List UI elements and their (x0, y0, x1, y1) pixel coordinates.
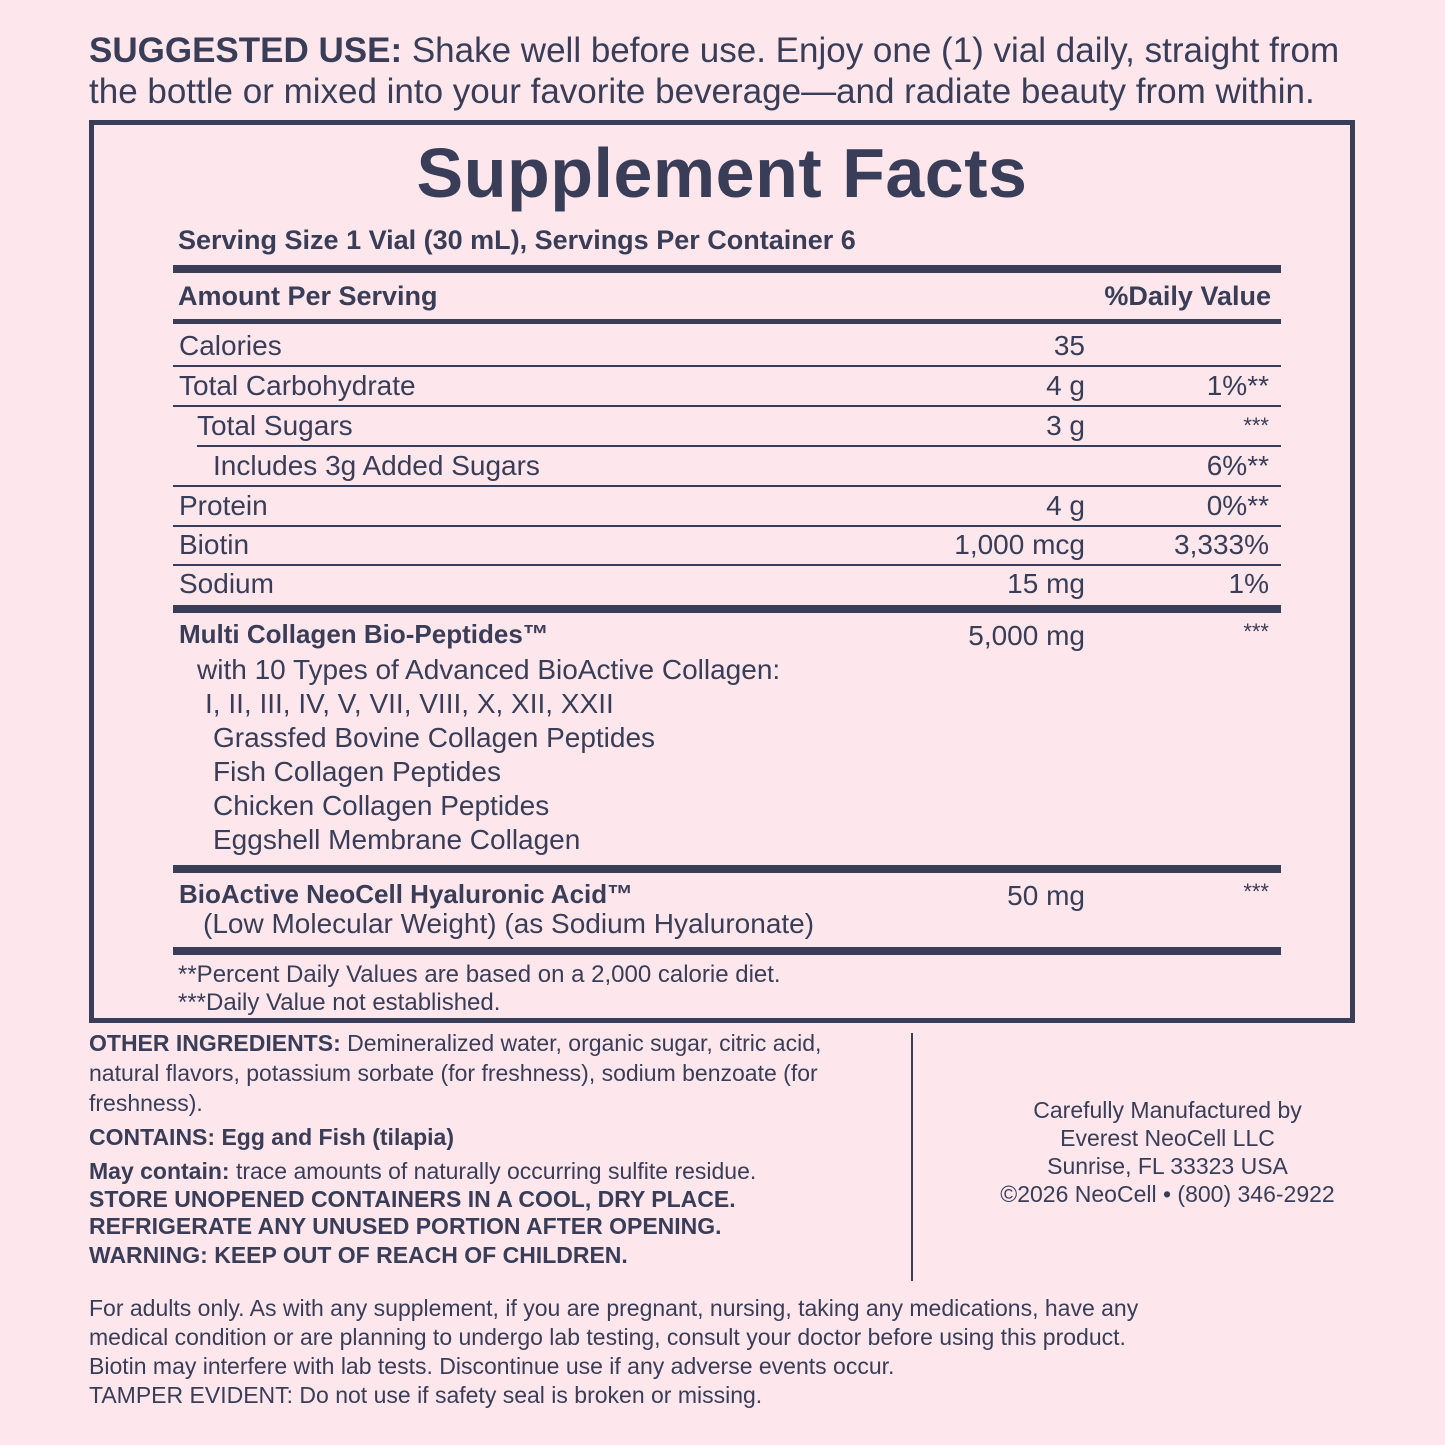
suggested-use-text-2: the bottle or mixed into your favorite beverage—and radiate beauty from within. (89, 72, 1315, 111)
nutrient-row (173, 525, 1281, 563)
nutrient-row (173, 564, 1281, 602)
nutrient-name: Total Sugars (197, 410, 353, 441)
hyaluronic-line-1: (Low Molecular Weight) (as Sodium Hyaluronate) (203, 908, 815, 939)
disclaimer-line-1: For adults only. As with any supplement, if you are pregnant, nursing, taking any medications, have any (89, 1295, 1139, 1321)
nutrient-name: Calories (179, 330, 282, 361)
warning-statement: WARNING: KEEP OUT OF REACH OF CHILDREN. (89, 1242, 628, 1268)
divider-thick (173, 265, 1281, 273)
collagen-source: Chicken Collagen Peptides (213, 790, 550, 821)
nutrient-row (173, 366, 1281, 404)
nutrient-row (173, 406, 1281, 444)
nutrient-amount: 3 g (1046, 410, 1085, 441)
vertical-divider (911, 1033, 913, 1281)
collagen-dv: *** (1243, 619, 1269, 644)
may-contain-label: May contain: (89, 1158, 230, 1184)
collagen-types: I, II, III, IV, V, VII, VIII, X, XII, XXII (205, 688, 614, 719)
divider-medium (173, 319, 1281, 324)
serving-size: Serving Size 1 Vial (30 mL), Servings Per Container 6 (178, 225, 856, 255)
nutrient-name: Biotin (179, 529, 250, 560)
collagen-block (173, 617, 1281, 857)
nutrient-name: Sodium (179, 568, 274, 599)
hyaluronic-amount: 50 mg (1007, 880, 1085, 911)
suggested-use-label: SUGGESTED USE: (89, 31, 403, 70)
nutrient-row (173, 486, 1281, 524)
collagen-name: Multi Collagen Bio-Peptides™ (179, 619, 549, 649)
nutrient-dv: *** (1243, 413, 1269, 438)
hyaluronic-block (173, 877, 1281, 947)
manufacturer-line-2: Everest NeoCell LLC (1060, 1125, 1275, 1151)
nutrient-amount: 1,000 mcg (954, 529, 1085, 560)
disclaimer-line-4: TAMPER EVIDENT: Do not use if safety seal is broken or missing. (89, 1382, 763, 1408)
supplement-facts-panel (89, 120, 1355, 1023)
suggested-use (89, 30, 1389, 112)
nutrient-dv: 1%** (1206, 370, 1269, 401)
storage-statement-1: STORE UNOPENED CONTAINERS IN A COOL, DRY PLACE. (89, 1186, 736, 1212)
divider-thick (173, 865, 1281, 873)
other-ingredients-text: Demineralized water, organic sugar, citric acid, natural flavors, potassium sorbate (for freshness), sodium benzoate (for freshness). (89, 1030, 822, 1116)
header-amount: Amount Per Serving (178, 281, 438, 311)
nutrient-row (173, 326, 1281, 364)
nutrient-amount: 4 g (1046, 370, 1085, 401)
nutrient-name: Total Carbohydrate (179, 370, 416, 401)
collagen-source: Grassfed Bovine Collagen Peptides (213, 722, 656, 753)
nutrient-dv: 0%** (1206, 490, 1269, 521)
other-ingredients-section (89, 1028, 879, 1270)
hyaluronic-dv: *** (1243, 879, 1269, 904)
footnote-dv: **Percent Daily Values are based on a 2,000 calorie diet. (178, 961, 781, 988)
footnote-not-established: ***Daily Value not established. (178, 989, 501, 1016)
nutrient-dv: 3,333% (1174, 529, 1269, 560)
divider-thick (173, 947, 1281, 955)
contains-statement: CONTAINS: Egg and Fish (tilapia) (89, 1124, 455, 1150)
storage-statement-2: REFRIGERATE ANY UNUSED PORTION AFTER OPENING. (89, 1213, 722, 1239)
collagen-line-1: with 10 Types of Advanced BioActive Collagen: (197, 654, 781, 685)
nutrient-dv: 1% (1228, 568, 1269, 599)
divider-thick (173, 605, 1281, 613)
nutrient-amount: 4 g (1046, 490, 1085, 521)
manufacturer-line-1: Carefully Manufactured by (1033, 1097, 1302, 1123)
disclaimer-line-3: Biotin may interfere with lab tests. Discontinue use if any adverse events occur. (89, 1353, 895, 1379)
nutrient-amount: 15 mg (1007, 568, 1085, 599)
may-contain-text: trace amounts of naturally occurring sulfite residue. (229, 1158, 757, 1184)
manufacturer-line-3: Sunrise, FL 33323 USA (1047, 1153, 1288, 1179)
collagen-source: Fish Collagen Peptides (213, 756, 501, 787)
nutrient-amount: 35 (1053, 330, 1085, 361)
hyaluronic-name: BioActive NeoCell Hyaluronic Acid™ (179, 879, 634, 909)
disclaimer (89, 1294, 1389, 1410)
collagen-source: Eggshell Membrane Collagen (213, 824, 581, 855)
suggested-use-text-1: Shake well before use. Enjoy one (1) vial daily, straight from (402, 31, 1340, 70)
disclaimer-line-2: medical condition or are planning to undergo lab testing, consult your doctor before using this product. (89, 1324, 1126, 1350)
nutrient-name: Includes 3g Added Sugars (213, 450, 540, 481)
header-daily-value: %Daily Value (1104, 281, 1271, 311)
nutrient-name: Protein (179, 490, 268, 521)
other-ingredients-label: OTHER INGREDIENTS: (89, 1030, 341, 1056)
nutrient-row (173, 446, 1281, 484)
collagen-amount: 5,000 mg (968, 620, 1085, 651)
nutrient-dv: 6%** (1206, 450, 1269, 481)
manufacturer-info (940, 1096, 1395, 1208)
facts-title: Supplement Facts (416, 134, 1028, 212)
manufacturer-line-4: ©2026 NeoCell • (800) 346-2922 (1000, 1181, 1335, 1207)
